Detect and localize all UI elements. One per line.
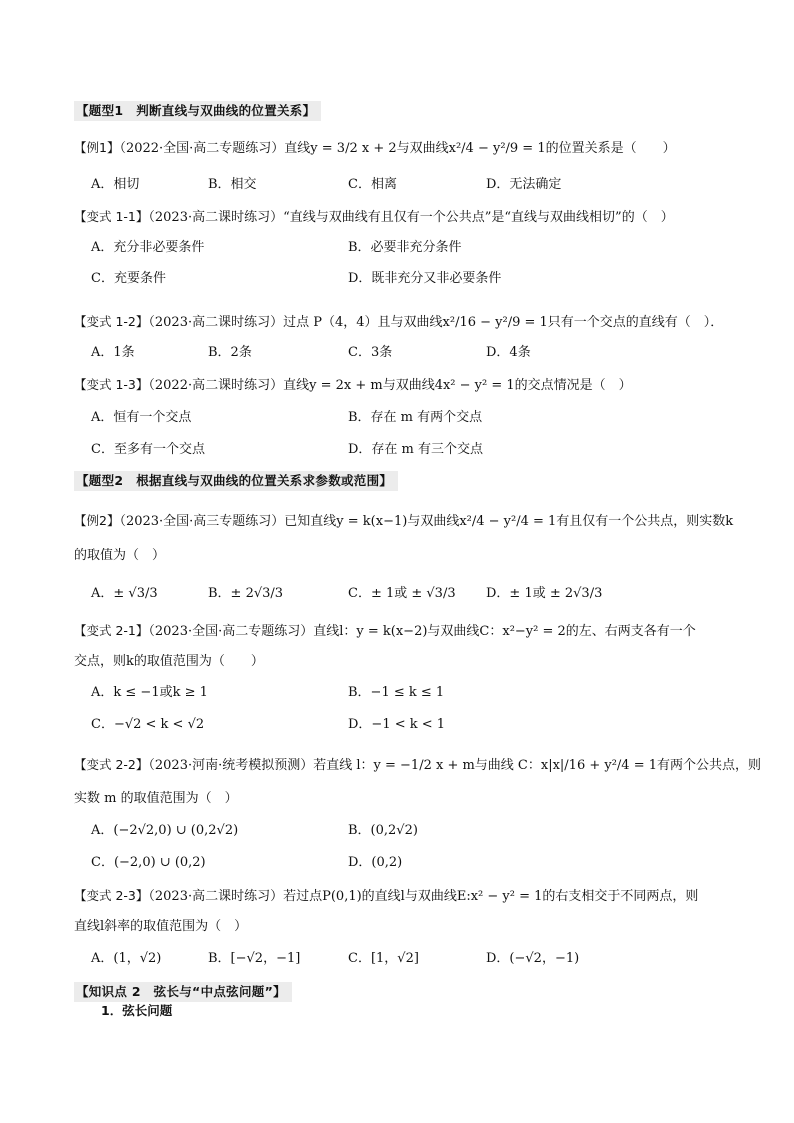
option-c: C．3条 bbox=[348, 345, 393, 360]
section-header-type1: 【题型1 判断直线与双曲线的位置关系】 bbox=[74, 101, 321, 121]
question-example-2 bbox=[74, 512, 733, 531]
option-b: B．必要非充分条件 bbox=[348, 240, 462, 255]
option-d: D．−1 < k < 1 bbox=[348, 717, 446, 732]
question-tag: 【变式 2-3】 bbox=[74, 888, 149, 903]
option-c: C．[1，√2] bbox=[348, 951, 419, 966]
option-b: B．[−√2，−1] bbox=[208, 951, 301, 966]
option-a: A．恒有一个交点 bbox=[91, 410, 192, 425]
option-b: B．(0,2√2) bbox=[348, 823, 418, 838]
question-variant-2-3 bbox=[74, 887, 698, 906]
question-text: （2023·全国·高三专题练习）已知直线y = k(x−1)与双曲线x²/4 − y²/4 = 1有且仅有一个公共点，则实数k bbox=[119, 514, 734, 529]
option-b: B．相交 bbox=[208, 177, 257, 192]
option-a: A．1条 bbox=[91, 345, 135, 360]
question-text: （2022·全国·高二专题练习）直线y = 3/2 x + 2与双曲线x²/4 − y²/9 = 1的位置关系是（ ） bbox=[119, 141, 676, 156]
question-text: （2023·河南·统考模拟预测）若直线 l：y = −1/2 x + m与曲线 C：x|x|/16 + y²/4 = 1有两个公共点，则 bbox=[148, 758, 762, 773]
section-header-type2: 【题型2 根据直线与双曲线的位置关系求参数或范围】 bbox=[74, 471, 398, 491]
question-variant-1-1 bbox=[74, 208, 674, 227]
option-c: C．至多有一个交点 bbox=[91, 442, 205, 457]
question-text: （2022·高二课时练习）直线y = 2x + m与双曲线4x² − y² = 1的交点情况是（ ） bbox=[148, 378, 632, 393]
question-text-line2: 的取值为（ ） bbox=[74, 548, 166, 563]
option-c: C．充要条件 bbox=[91, 271, 166, 286]
option-a: A．k ≤ −1或k ≥ 1 bbox=[91, 685, 208, 700]
question-tag: 【变式 1-2】 bbox=[74, 314, 149, 329]
option-a: A．相切 bbox=[91, 177, 140, 192]
section-header-knowledge2: 【知识点 2 弦长与“中点弦问题”】 bbox=[74, 982, 292, 1002]
option-d: D．(−√2，−1) bbox=[486, 951, 580, 966]
option-d: D．(0,2) bbox=[348, 855, 403, 870]
option-d: D．± 1或 ± 2√3/3 bbox=[486, 586, 603, 601]
option-a: A．± √3/3 bbox=[91, 586, 158, 601]
question-variant-1-3 bbox=[74, 376, 632, 395]
option-b: B．2条 bbox=[208, 345, 252, 360]
option-b: B．± 2√3/3 bbox=[208, 586, 284, 601]
question-tag: 【例1】 bbox=[74, 140, 120, 155]
option-a: A．充分非必要条件 bbox=[91, 240, 205, 255]
option-a: A．(1，√2) bbox=[91, 951, 162, 966]
question-text-line2: 直线l斜率的取值范围为（ ） bbox=[74, 919, 248, 934]
option-a: A．(−2√2,0) ∪ (0,2√2) bbox=[91, 823, 239, 838]
option-c: C．−√2 < k < √2 bbox=[91, 717, 205, 732]
question-tag: 【变式 1-3】 bbox=[74, 377, 149, 392]
question-text-line2: 实数 m 的取值范围为（ ） bbox=[74, 791, 238, 806]
question-tag: 【变式 2-2】 bbox=[74, 757, 149, 772]
option-c: C．± 1或 ± √3/3 bbox=[348, 586, 456, 601]
option-d: D．既非充分又非必要条件 bbox=[348, 271, 502, 286]
question-text: （2023·高二课时练习）过点 P（4，4）且与双曲线x²/16 − y²/9 = 1只有一个交点的直线有（ ）． bbox=[148, 315, 724, 330]
question-tag: 【例2】 bbox=[74, 513, 120, 528]
option-b: B．−1 ≤ k ≤ 1 bbox=[348, 685, 445, 700]
question-example-1 bbox=[74, 139, 676, 158]
question-variant-2-1 bbox=[74, 622, 696, 641]
question-text: （2023·高二课时练习）若过点P(0,1)的直线l与双曲线E:x² − y² = 1的右支相交于不同两点，则 bbox=[148, 889, 699, 904]
question-variant-2-2 bbox=[74, 756, 761, 775]
subheading-chord-length: 1．弦长问题 bbox=[101, 1003, 173, 1018]
option-c: C．相离 bbox=[348, 177, 397, 192]
option-c: C．(−2,0) ∪ (0,2) bbox=[91, 855, 206, 870]
question-tag: 【变式 1-1】 bbox=[74, 209, 149, 224]
option-d: D．存在 m 有三个交点 bbox=[348, 442, 484, 457]
question-text: （2023·全国·高二专题练习）直线l：y = k(x−2)与双曲线C：x²−y² = 2的左、右两支各有一个 bbox=[148, 624, 696, 639]
question-variant-1-2 bbox=[74, 313, 723, 332]
question-tag: 【变式 2-1】 bbox=[74, 623, 149, 638]
option-b: B．存在 m 有两个交点 bbox=[348, 410, 483, 425]
question-text-line2: 交点，则k的取值范围为（ ） bbox=[74, 654, 264, 669]
question-text: （2023·高二课时练习）“直线与双曲线有且仅有一个公共点”是“直线与双曲线相切”的（ ） bbox=[148, 210, 674, 225]
option-d: D．4条 bbox=[486, 345, 531, 360]
option-d: D．无法确定 bbox=[486, 177, 562, 192]
